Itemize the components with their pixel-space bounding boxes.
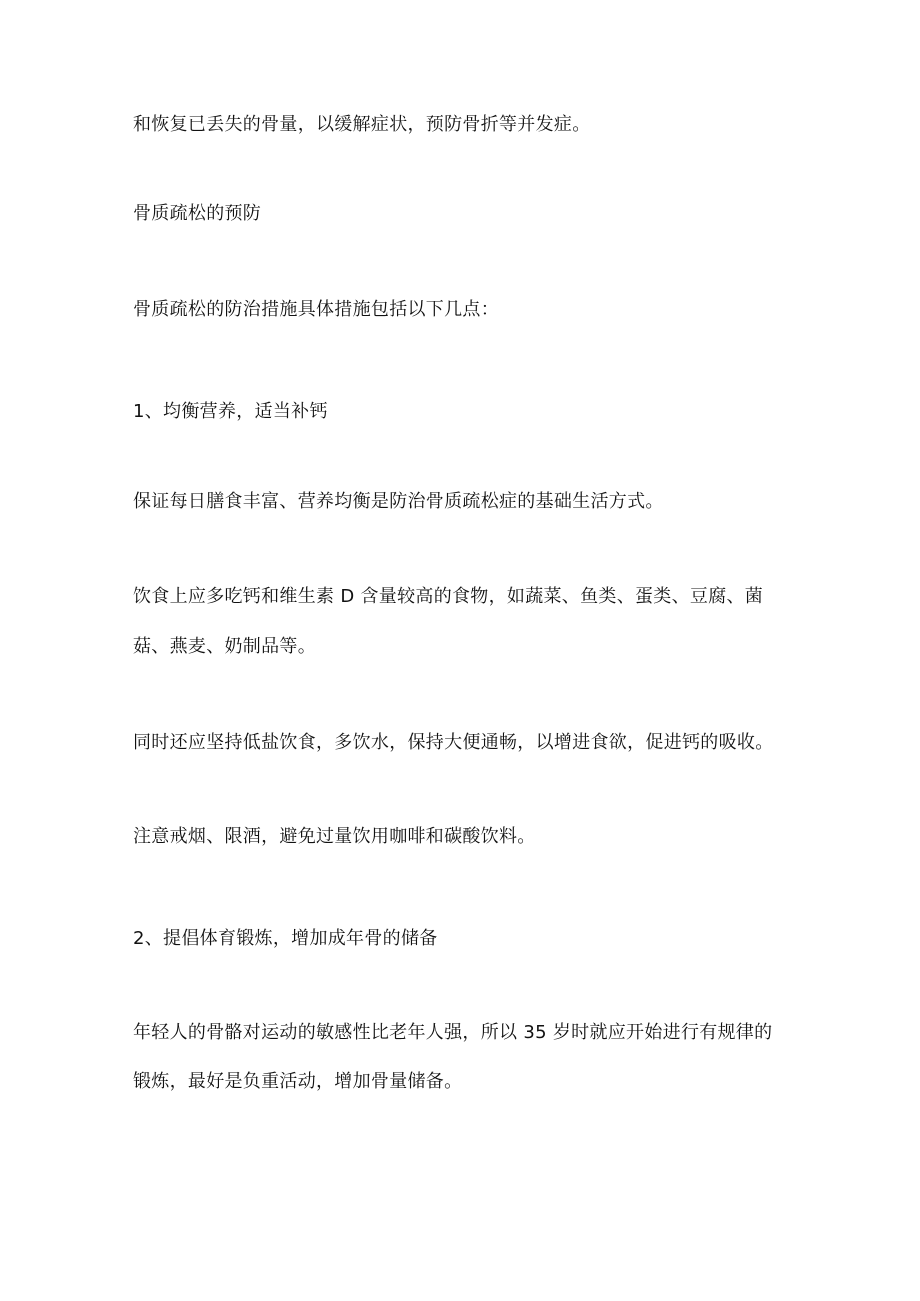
subheading-nutrition: 1、均衡营养，适当补钙 bbox=[133, 401, 328, 422]
paragraph-calcium-foods-line2: 菇、燕麦、奶制品等。 bbox=[133, 636, 316, 657]
intro-paragraph: 骨质疏松的防治措施具体措施包括以下几点： bbox=[133, 299, 499, 320]
paragraph-exercise-line1: 年轻人的骨骼对运动的敏感性比老年人强，所以 35 岁时就应开始进行有规律的 bbox=[133, 1022, 773, 1043]
paragraph-smoking-alcohol: 注意戒烟、限酒，避免过量饮用咖啡和碳酸饮料。 bbox=[133, 826, 536, 847]
paragraph-exercise-line2: 锻炼，最好是负重活动，增加骨量储备。 bbox=[133, 1071, 463, 1092]
paragraph-calcium-foods-line1: 饮食上应多吃钙和维生素 D 含量较高的食物，如蔬菜、鱼类、蛋类、豆腐、菌 bbox=[133, 586, 764, 607]
section-heading: 骨质疏松的预防 bbox=[133, 203, 262, 224]
subheading-exercise: 2、提倡体育锻炼，增加成年骨的储备 bbox=[133, 928, 438, 949]
paragraph-low-salt: 同时还应坚持低盐饮食，多饮水，保持大便通畅，以增进食欲，促进钙的吸收。 bbox=[133, 732, 774, 753]
paragraph-continuation: 和恢复已丢失的骨量，以缓解症状，预防骨折等并发症。 bbox=[133, 114, 591, 135]
paragraph-diet-balance: 保证每日膳食丰富、营养均衡是防治骨质疏松症的基础生活方式。 bbox=[133, 491, 664, 512]
